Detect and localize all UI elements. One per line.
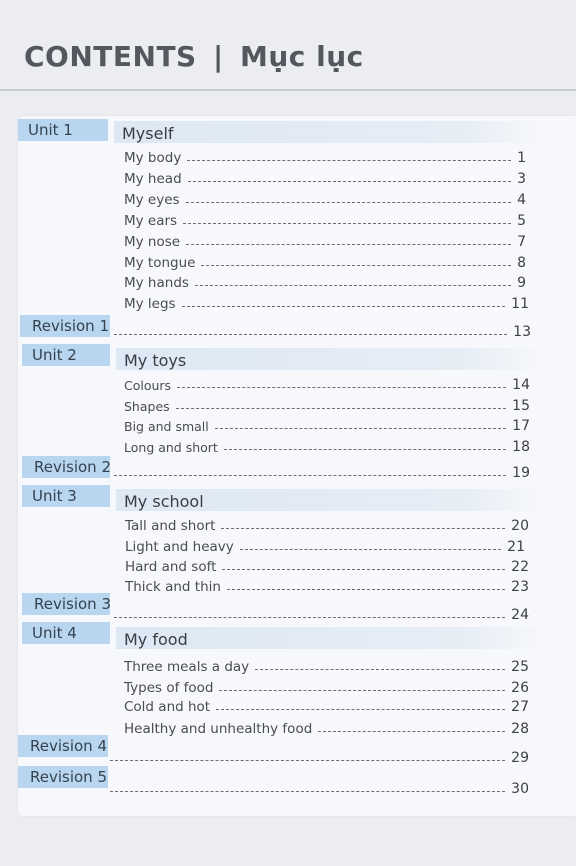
page-number: 17 bbox=[512, 418, 530, 434]
toc-row[interactable] bbox=[124, 678, 529, 696]
lesson-title: Healthy and unhealthy food bbox=[124, 721, 313, 737]
toc-row[interactable] bbox=[110, 748, 529, 766]
toc-row[interactable] bbox=[124, 169, 526, 187]
toc-row[interactable] bbox=[124, 437, 530, 455]
toc-row[interactable] bbox=[114, 605, 529, 623]
unit-2-title: My toys bbox=[116, 348, 546, 370]
toc-row[interactable] bbox=[124, 375, 530, 393]
unit-3-label: Unit 3 bbox=[22, 485, 110, 507]
unit-4-label: Unit 4 bbox=[22, 622, 110, 644]
page-number: 13 bbox=[513, 324, 531, 340]
dot-leader bbox=[114, 475, 506, 476]
toc-row[interactable] bbox=[125, 577, 529, 595]
dot-leader bbox=[186, 244, 511, 245]
toc-row[interactable] bbox=[124, 697, 529, 715]
lesson-title: My hands bbox=[124, 275, 189, 291]
title-divider bbox=[0, 89, 576, 91]
page-number: 24 bbox=[511, 607, 529, 623]
toc-row[interactable] bbox=[124, 657, 529, 675]
toc-row[interactable] bbox=[124, 148, 526, 166]
page-number: 11 bbox=[511, 296, 529, 312]
dot-leader bbox=[227, 589, 505, 590]
dot-leader bbox=[114, 617, 505, 618]
page-number: 1 bbox=[517, 150, 526, 166]
revision-1-label: Revision 1 bbox=[20, 315, 110, 337]
page-number: 4 bbox=[517, 192, 526, 208]
toc-row[interactable] bbox=[114, 322, 531, 340]
lesson-title: Light and heavy bbox=[125, 539, 234, 555]
page-number: 29 bbox=[511, 750, 529, 766]
lesson-title: Three meals a day bbox=[124, 659, 250, 675]
dot-leader bbox=[186, 202, 512, 203]
dot-leader bbox=[240, 549, 501, 550]
page-number: 22 bbox=[511, 559, 529, 575]
revision-2-label: Revision 2 bbox=[22, 456, 110, 478]
dot-leader bbox=[216, 709, 505, 710]
lesson-title: My tongue bbox=[124, 255, 196, 271]
title-sub: Mục lục bbox=[239, 40, 364, 73]
page-number: 26 bbox=[511, 680, 529, 696]
lesson-title: My eyes bbox=[124, 192, 180, 208]
page-number: 14 bbox=[512, 377, 530, 393]
page-number: 3 bbox=[517, 171, 526, 187]
dot-leader bbox=[188, 181, 511, 182]
dot-leader bbox=[255, 669, 505, 670]
lesson-title: Thick and thin bbox=[125, 579, 221, 595]
dot-leader bbox=[110, 760, 505, 761]
lesson-title: Cold and hot bbox=[124, 699, 211, 715]
page-number: 5 bbox=[517, 213, 526, 229]
dot-leader bbox=[201, 265, 511, 266]
lesson-title: My head bbox=[124, 171, 182, 187]
page-number: 23 bbox=[511, 579, 529, 595]
toc-row[interactable] bbox=[124, 232, 526, 250]
toc-row[interactable] bbox=[124, 396, 530, 414]
unit-2-label: Unit 2 bbox=[22, 344, 110, 366]
revision-4-label: Revision 4 bbox=[18, 735, 108, 757]
dot-leader bbox=[318, 731, 505, 732]
page-number: 25 bbox=[511, 659, 529, 675]
toc-row[interactable] bbox=[125, 537, 525, 555]
dot-leader bbox=[110, 791, 505, 792]
lesson-title: My body bbox=[124, 150, 182, 166]
page-number: 27 bbox=[511, 699, 529, 715]
dot-leader bbox=[219, 690, 505, 691]
toc-row[interactable] bbox=[124, 294, 529, 312]
dot-leader bbox=[187, 160, 511, 161]
title-main: CONTENTS bbox=[24, 40, 197, 73]
page-title bbox=[24, 40, 364, 73]
lesson-title: Types of food bbox=[124, 680, 214, 696]
toc-row[interactable] bbox=[124, 190, 526, 208]
dot-leader bbox=[224, 449, 506, 450]
page-number: 28 bbox=[511, 721, 529, 737]
toc-row[interactable] bbox=[124, 719, 529, 737]
page-number: 21 bbox=[507, 539, 525, 555]
unit-4-title: My food bbox=[116, 627, 546, 649]
lesson-title: My ears bbox=[124, 213, 178, 229]
toc-row[interactable] bbox=[124, 253, 526, 271]
page-number: 15 bbox=[512, 398, 530, 414]
page-number: 9 bbox=[517, 275, 526, 291]
page-number: 19 bbox=[512, 465, 530, 481]
toc-row[interactable] bbox=[125, 516, 529, 534]
dot-leader bbox=[177, 387, 506, 388]
toc-row[interactable] bbox=[124, 211, 526, 229]
page-number: 30 bbox=[511, 781, 529, 797]
lesson-title: My nose bbox=[124, 234, 181, 250]
unit-1-label: Unit 1 bbox=[18, 119, 108, 141]
page-number: 7 bbox=[517, 234, 526, 250]
lesson-title: My legs bbox=[124, 296, 176, 312]
page-number: 8 bbox=[517, 255, 526, 271]
lesson-title: Big and small bbox=[124, 419, 209, 434]
dot-leader bbox=[176, 408, 507, 409]
lesson-title: Tall and short bbox=[125, 518, 216, 534]
dot-leader bbox=[195, 285, 511, 286]
page-number: 20 bbox=[511, 518, 529, 534]
lesson-title: Long and short bbox=[124, 440, 218, 455]
lesson-title: Hard and soft bbox=[125, 559, 217, 575]
title-separator: | bbox=[212, 40, 224, 73]
page-number: 18 bbox=[512, 439, 530, 455]
unit-1-title: Myself bbox=[114, 121, 546, 143]
toc-row[interactable] bbox=[124, 273, 526, 291]
unit-3-title: My school bbox=[116, 489, 546, 511]
revision-5-label: Revision 5 bbox=[18, 766, 108, 788]
toc-row[interactable] bbox=[114, 463, 530, 481]
dot-leader bbox=[222, 569, 505, 570]
dot-leader bbox=[183, 223, 511, 224]
dot-leader bbox=[221, 528, 505, 529]
dot-leader bbox=[182, 306, 506, 307]
lesson-title: Shapes bbox=[124, 399, 170, 414]
toc-row[interactable] bbox=[124, 416, 530, 434]
revision-3-label: Revision 3 bbox=[22, 593, 110, 615]
lesson-title: Colours bbox=[124, 378, 172, 393]
toc-row[interactable] bbox=[125, 557, 529, 575]
dot-leader bbox=[215, 428, 506, 429]
dot-leader bbox=[114, 334, 507, 335]
toc-row[interactable] bbox=[110, 779, 529, 797]
